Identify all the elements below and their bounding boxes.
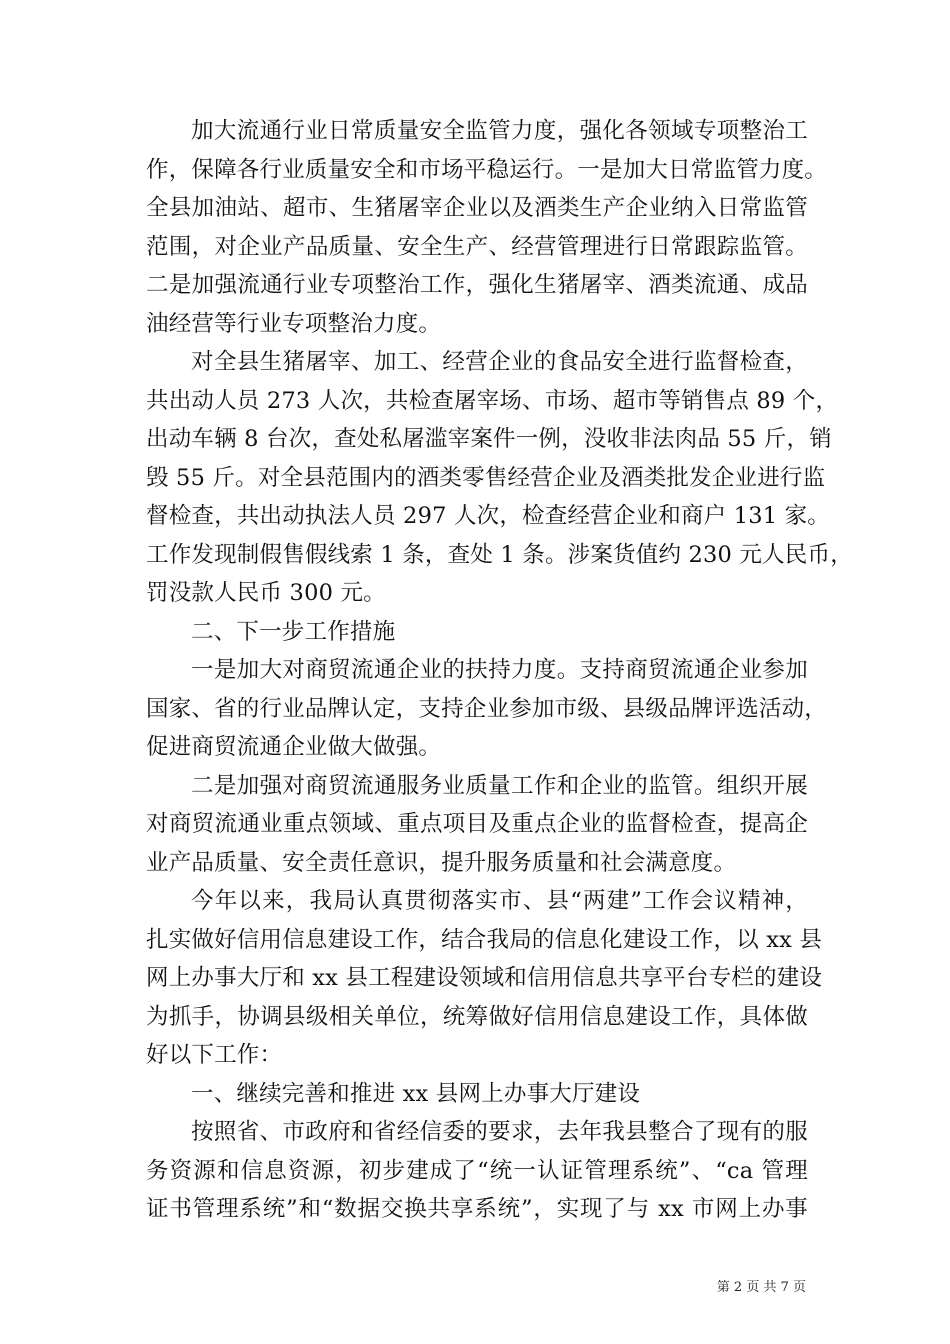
document-body <box>146 112 853 1229</box>
text-line: 按照省、市政府和省经信委的要求，去年我县整合了现有的服 <box>191 1119 808 1145</box>
paragraph <box>146 112 828 343</box>
text-line: 国家、省的行业品牌认定，支持企业参加市级、县级品牌评选活动， <box>146 695 828 722</box>
text-line: 证书管理系统”和“数据交换共享系统”，实现了与 xx 市网上办事 <box>146 1196 808 1222</box>
text-line: 二是加强对商贸流通服务业质量工作和企业的监管。组织开展 <box>191 772 808 799</box>
paragraph <box>146 613 808 652</box>
text-line: 范围，对企业产品质量、安全生产、经营管理进行日常跟踪监管。 <box>146 233 808 260</box>
text-line: 业产品质量、安全责任意识，提升服务质量和社会满意度。 <box>146 849 737 876</box>
text-line: 促进商贸流通企业做大做强。 <box>146 734 442 760</box>
paragraph <box>146 1113 808 1229</box>
text-line: 扎实做好信用信息建设工作，结合我局的信息化建设工作，以 xx 县 <box>146 926 823 953</box>
text-line: 二是加强流通行业专项整治工作，强化生猪屠宰、酒类流通、成品 <box>146 272 808 298</box>
paragraph <box>146 767 808 883</box>
text-line: 罚没款人民币 300 元。 <box>146 580 386 606</box>
text-line: 督检查，共出动执法人员 297 人次，检查经营企业和商户 131 家。 <box>146 503 831 529</box>
text-line: 务资源和信息资源，初步建成了“统一认证管理系统”、“ca 管理 <box>146 1157 808 1184</box>
text-line: 今年以来，我局认真贯彻落实市、县“两建”工作会议精神， <box>191 888 808 914</box>
paragraph <box>146 882 823 1075</box>
text-line: 作，保障各行业质量安全和市场平稳运行。一是加大日常监管力度。 <box>146 156 828 183</box>
text-line: 一、继续完善和推进 xx 县网上办事大厅建设 <box>191 1080 641 1107</box>
text-line: 好以下工作： <box>146 1042 283 1068</box>
text-line: 毁 55 斤。对全县范围内的酒类零售经营企业及酒类批发企业进行监 <box>146 464 826 491</box>
text-line: 一是加大对商贸流通企业的扶持力度。支持商贸流通企业参加 <box>191 657 808 683</box>
text-line: 二、下一步工作措施 <box>191 618 396 645</box>
text-line: 加大流通行业日常质量安全监管力度，强化各领域专项整治工 <box>191 118 808 144</box>
text-line: 为抓手，协调县级相关单位，统筹做好信用信息建设工作，具体做 <box>146 1003 808 1030</box>
text-line: 全县加油站、超市、生猪屠宰企业以及酒类生产企业纳入日常监管 <box>146 195 808 221</box>
text-line: 油经营等行业专项整治力度。 <box>146 310 442 337</box>
text-line: 工作发现制假售假线索 1 条，查处 1 条。涉案货值约 230 元人民币， <box>146 541 853 568</box>
paragraph <box>146 1075 808 1114</box>
text-line: 共出动人员 273 人次，共检查屠宰场、市场、超市等销售点 89 个， <box>146 387 839 414</box>
paragraph <box>146 343 853 613</box>
text-line: 网上办事大厅和 xx 县工程建设领域和信用信息共享平台专栏的建设 <box>146 965 823 991</box>
paragraph <box>146 651 828 767</box>
text-line: 对商贸流通业重点领域、重点项目及重点企业的监督检查，提高企 <box>146 811 808 837</box>
text-line: 出动车辆 8 台次，查处私屠滥宰案件一例，没收非法肉品 55 斤，销 <box>146 426 832 452</box>
page-number: 第 2 页 共 7 页 <box>716 1280 806 1295</box>
text-line: 对全县生猪屠宰、加工、经营企业的食品安全进行监督检查， <box>191 349 808 375</box>
